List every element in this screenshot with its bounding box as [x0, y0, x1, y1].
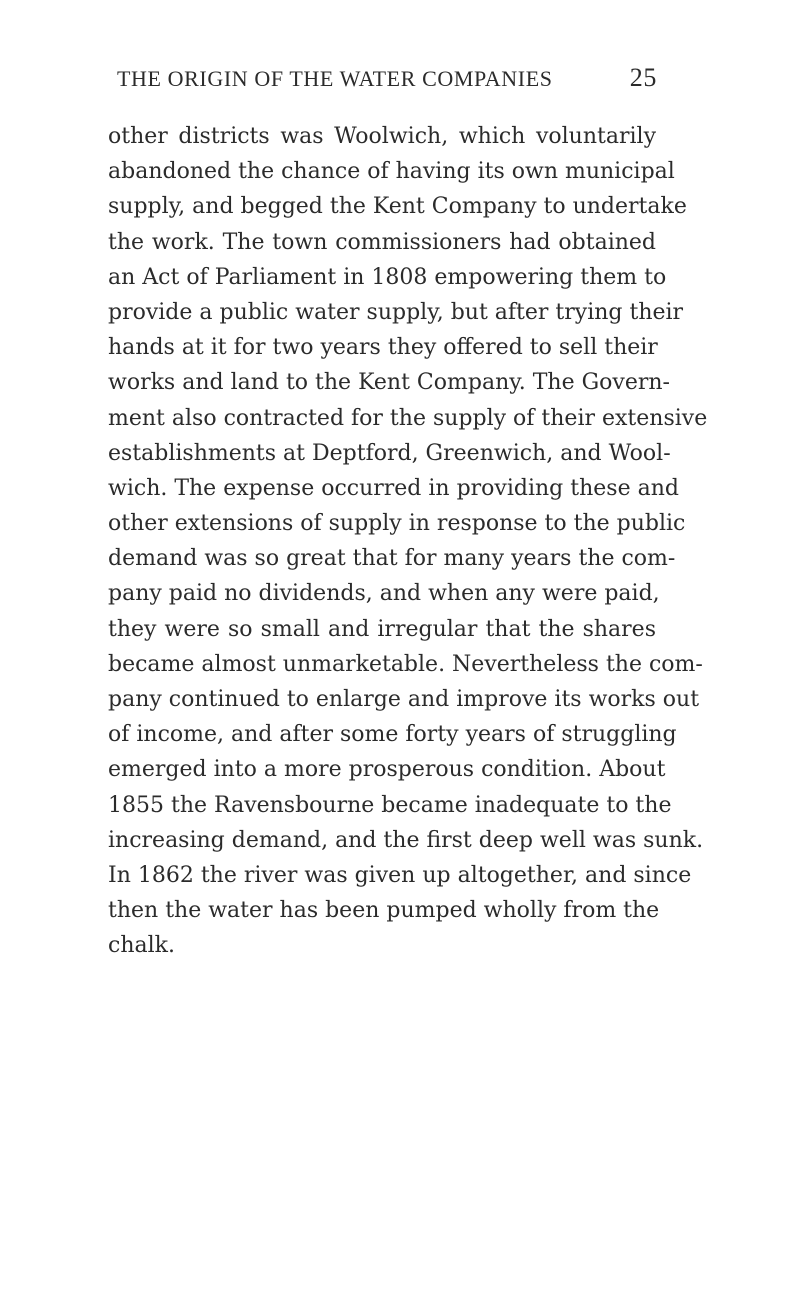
text-line: provide a public water supply, but after trying their — [108, 299, 684, 325]
text-line: other extensions of supply in response to the public — [108, 511, 686, 537]
text-line: pany paid no dividends, and when any were paid, — [108, 581, 660, 607]
text-line: emerged into a more prosperous condition. About — [108, 757, 666, 783]
page-number: 25 — [629, 63, 657, 92]
text-line: works and land to the Kent Company. The Govern- — [108, 370, 670, 396]
text-line: the work. The town commissioners had obtained — [108, 229, 656, 255]
text-line: became almost unmarketable. Nevertheless the com- — [108, 651, 703, 677]
text-line: they were so small and irregular that the shares — [108, 616, 656, 642]
text-line: an Act of Parliament in 1808 empowering them to — [108, 264, 667, 290]
text-line: hands at it for two years they offered to sell their — [108, 335, 658, 361]
text-line: demand was so great that for many years the com- — [108, 546, 676, 572]
text-line: 1855 the Ravensbourne became inadequate to the — [108, 792, 672, 818]
body-paragraph — [108, 119, 708, 964]
text-line: then the water has been pumped wholly from the — [108, 898, 660, 924]
text-line: establishments at Deptford, Greenwich, and Wool- — [108, 440, 671, 466]
running-title: THE ORIGIN OF THE WATER COMPANIES — [117, 66, 553, 91]
text-line: of income, and after some forty years of struggling — [108, 722, 677, 748]
text-line: ment also contracted for the supply of their extensive — [108, 405, 708, 431]
text-line: pany continued to enlarge and improve its works out — [108, 687, 700, 712]
text-line: other districts was Woolwich, which voluntarily — [108, 124, 656, 149]
text-line: abandoned the chance of having its own municipal — [108, 159, 675, 185]
running-header — [117, 63, 657, 103]
text-line: In 1862 the river was given up altogether, and since — [108, 862, 692, 888]
text-line: wich. The expense occurred in providing these and — [108, 475, 679, 501]
text-line: supply, and begged the Kent Company to undertake — [108, 194, 687, 220]
text-line: chalk. — [108, 933, 175, 959]
text-line: increasing demand, and the first deep well was sunk. — [108, 827, 704, 853]
